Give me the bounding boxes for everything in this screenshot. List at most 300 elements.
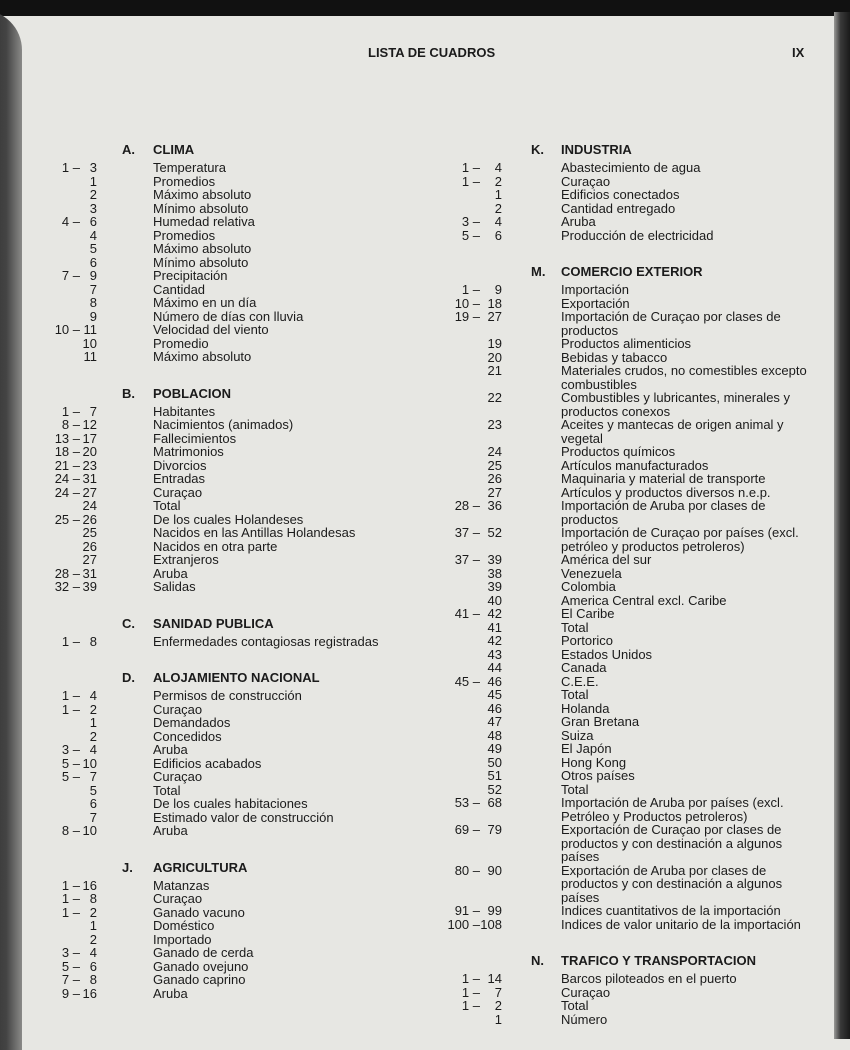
table-description: Importación de Curaçao por países (excl. petróleo y productos petroleros)	[561, 525, 799, 554]
table-range-start: 28 –	[454, 498, 480, 513]
table-number: 45	[487, 687, 502, 702]
table-description: Curaçao	[153, 769, 203, 784]
table-list-item	[430, 188, 820, 202]
section-letter: J.	[122, 859, 133, 875]
table-number: 26	[487, 471, 502, 486]
table-number: 4	[494, 160, 502, 175]
table-number: 26	[82, 511, 97, 527]
table-number: 2	[494, 998, 502, 1013]
table-description: Nacimientos (animados)	[153, 417, 294, 432]
table-list-item	[40, 906, 435, 920]
table-number: 24	[82, 498, 97, 513]
table-description: Número	[561, 1011, 608, 1027]
table-number: 25	[82, 525, 97, 540]
table-description: Promedios	[153, 173, 216, 189]
table-description: Curaçao	[561, 984, 611, 1000]
table-description: De los cuales Holandeses	[153, 511, 304, 527]
table-number: 23	[487, 417, 502, 432]
scan-right-edge	[834, 12, 850, 1039]
table-list-item	[40, 987, 435, 1001]
table-list-item	[40, 784, 435, 798]
table-list-item	[430, 986, 820, 1000]
table-list-item	[40, 689, 435, 703]
table-list-item	[430, 297, 820, 311]
table-description: Máximo absoluto	[153, 349, 252, 364]
table-list-item	[430, 621, 820, 635]
table-list-item	[430, 472, 820, 486]
section-letter: N.	[531, 953, 544, 968]
table-list-item	[430, 648, 820, 662]
table-range-start: 10 –	[54, 322, 80, 337]
table-description: Edificios acabados	[153, 755, 262, 771]
section-letter: B.	[122, 385, 135, 401]
table-description: Estimado valor de construcción	[153, 809, 334, 825]
table-description: Mínimo absoluto	[153, 200, 249, 216]
table-description: Matanzas	[153, 877, 210, 893]
table-number: 10	[82, 823, 97, 838]
table-description: Nacidos en las Antillas Holandesas	[153, 525, 356, 540]
table-range-start: 3 –	[61, 945, 80, 960]
table-number: 31	[82, 471, 97, 486]
table-range-start: 10 –	[454, 295, 480, 311]
table-description: Materiales crudos, no comestibles excepto combustibles	[561, 363, 807, 392]
table-number: 36	[487, 498, 502, 513]
table-description: Abastecimiento de agua	[561, 160, 701, 175]
table-list-item	[430, 161, 820, 175]
table-description: Promedio	[153, 335, 209, 351]
table-range-start: 1 –	[461, 173, 480, 189]
table-number: 42	[487, 606, 502, 621]
table-list-item	[40, 256, 435, 270]
table-list-item	[430, 580, 820, 594]
section-title: TRAFICO Y TRANSPORTACION	[561, 953, 757, 968]
table-number: 31	[82, 565, 97, 581]
table-list-item	[40, 946, 435, 960]
table-number: 39	[82, 579, 97, 594]
table-description: C.E.E.	[561, 673, 599, 689]
table-description: Extranjeros	[153, 552, 219, 567]
table-number: 46	[487, 700, 502, 716]
table-number: 9	[494, 282, 502, 297]
table-description: Colombia	[561, 579, 616, 594]
table-list-item	[430, 553, 820, 567]
table-description: Nacidos en otra parte	[153, 538, 278, 554]
table-list-item	[40, 892, 435, 906]
table-number: 6	[89, 254, 97, 270]
table-number: 49	[487, 741, 502, 756]
table-list-item	[430, 445, 820, 459]
table-list-item	[40, 405, 435, 419]
table-description: América del sur	[561, 552, 652, 567]
table-description: Total	[153, 498, 181, 513]
table-range-start: 1 –	[61, 877, 80, 893]
table-range-start: 1 –	[61, 891, 80, 906]
table-number: 2	[89, 931, 97, 947]
table-number: 16	[82, 985, 97, 1001]
table-list-item	[430, 337, 820, 351]
table-range-start: 25 –	[54, 511, 80, 527]
table-number: 10	[82, 335, 97, 351]
section-heading	[40, 616, 435, 635]
table-number: 20	[82, 444, 97, 459]
table-description: Ganado ovejuno	[153, 958, 249, 974]
table-number: 5	[89, 782, 97, 798]
page-title: LISTA DE CUADROS	[368, 45, 496, 60]
table-description: Divorcios	[153, 457, 207, 473]
table-list-item	[40, 296, 435, 310]
section-title: ALOJAMIENTO NACIONAL	[153, 670, 320, 685]
table-list-item	[40, 757, 435, 771]
table-list-item	[40, 973, 435, 987]
table-description: Total	[561, 781, 589, 797]
section-title: COMERCIO EXTERIOR	[561, 264, 703, 279]
table-list-item	[40, 526, 435, 540]
table-number: 2	[89, 728, 97, 744]
table-list-item	[40, 879, 435, 893]
table-number: 1	[89, 715, 97, 730]
table-number: 7	[89, 281, 97, 297]
table-number: 1	[494, 187, 502, 202]
table-list-item	[40, 215, 435, 229]
table-number: 11	[83, 322, 97, 337]
table-number: 6	[89, 796, 97, 811]
table-description: Curaçao	[153, 891, 203, 906]
table-description: Indices de valor unitario de la importación	[561, 916, 801, 932]
table-description: Humedad relativa	[153, 214, 255, 229]
table-number: 42	[487, 633, 502, 648]
section-heading	[430, 264, 820, 283]
table-number: 2	[89, 187, 97, 202]
right-column	[430, 142, 820, 1026]
table-description: Maquinaria y material de transporte	[561, 471, 766, 486]
table-section	[40, 616, 435, 649]
table-range-start: 1 –	[61, 633, 80, 649]
table-description: Entradas	[153, 471, 206, 486]
table-number: 99	[487, 903, 502, 918]
table-range-start: 1 –	[61, 688, 80, 703]
table-number: 2	[494, 173, 502, 189]
table-range-start: 5 –	[461, 227, 480, 243]
table-list-item	[430, 310, 820, 337]
table-description: Número de días con lluvia	[153, 308, 304, 324]
table-description: Exportación de Curaçao por clases de productos y con destinación a algunos países	[561, 822, 783, 864]
table-description: Total	[153, 782, 181, 798]
table-range-start: 37 –	[454, 525, 480, 540]
table-list-item	[430, 972, 820, 986]
table-description: Exportación de Aruba por clases de productos y con destinación a algunos países	[561, 862, 783, 905]
table-list-item	[40, 445, 435, 459]
table-range-start: 5 –	[61, 755, 80, 771]
section-heading	[430, 953, 820, 972]
table-number: 26	[82, 538, 97, 554]
page-number: IX	[792, 45, 805, 60]
table-range-start: 45 –	[454, 673, 480, 689]
table-number: 14	[487, 971, 502, 986]
table-list-item	[40, 703, 435, 717]
table-description: Importado	[153, 931, 212, 947]
table-range-start: 3 –	[61, 742, 80, 757]
table-description: Productos alimenticios	[561, 336, 692, 351]
table-number: 44	[487, 660, 502, 675]
section-letter: A.	[122, 142, 135, 157]
table-range-start: 19 –	[454, 309, 480, 324]
table-number: 8	[89, 972, 97, 987]
section-title: POBLACION	[153, 385, 231, 401]
table-list-item	[40, 811, 435, 825]
table-list-item	[430, 904, 820, 918]
table-number: 47	[487, 714, 502, 729]
table-description: Total	[561, 687, 589, 702]
table-range-start: 18 –	[54, 444, 80, 459]
table-section	[40, 860, 435, 1001]
table-description: Gran Bretana	[561, 714, 640, 729]
table-number: 27	[82, 484, 97, 500]
table-list-item	[40, 337, 435, 351]
table-number: 17	[82, 430, 97, 446]
section-heading	[40, 860, 435, 879]
table-description: Concedidos	[153, 728, 222, 744]
table-range-start: 24 –	[54, 471, 80, 486]
table-number: 7	[89, 403, 97, 419]
table-description: Ganado de cerda	[153, 945, 254, 960]
table-description: Mínimo absoluto	[153, 254, 249, 270]
table-list-item	[430, 526, 820, 553]
table-range-start: 9 –	[61, 985, 80, 1001]
table-description: Cantidad	[153, 281, 206, 297]
table-number: 2	[494, 200, 502, 216]
table-section	[40, 670, 435, 838]
table-list-item	[430, 769, 820, 783]
table-number: 51	[487, 768, 502, 783]
table-range-start: 1 –	[461, 998, 480, 1013]
table-number: 27	[82, 552, 97, 567]
table-list-item	[430, 459, 820, 473]
section-letter: C.	[122, 615, 135, 631]
table-number: 7	[494, 984, 502, 1000]
table-list-item	[40, 269, 435, 283]
table-description: Aceites y mantecas de origen animal y vegetal	[561, 417, 784, 446]
table-range-start: 21 –	[54, 457, 80, 473]
table-description: Promedios	[153, 227, 216, 243]
table-number: 52	[487, 525, 502, 540]
table-list-item	[430, 567, 820, 581]
table-number: 2	[89, 701, 97, 717]
table-number: 52	[487, 781, 502, 797]
table-number: 23	[82, 457, 97, 473]
table-list-item	[430, 702, 820, 716]
table-range-start: 8 –	[61, 823, 80, 838]
table-list-item	[430, 499, 820, 526]
table-description: Aruba	[153, 742, 188, 757]
table-range-start: 100 –	[447, 916, 480, 932]
table-description: Total	[561, 998, 589, 1013]
table-description: Productos químicos	[561, 444, 676, 459]
table-description: Otros países	[561, 768, 635, 783]
table-list-item	[430, 661, 820, 675]
table-range-start: 1 –	[61, 403, 80, 419]
table-description: Precipitación	[153, 268, 228, 283]
table-number: 4	[89, 688, 97, 703]
table-description: Máximo en un día	[153, 295, 257, 310]
table-range-start: 28 –	[54, 565, 80, 581]
table-number: 68	[487, 795, 502, 810]
table-section	[430, 953, 820, 1026]
table-list-item	[40, 432, 435, 446]
table-list-item	[40, 919, 435, 933]
section-letter: D.	[122, 670, 135, 685]
section-heading	[40, 142, 435, 161]
table-list-item	[430, 783, 820, 797]
table-description: Hong Kong	[561, 754, 627, 770]
table-list-item	[430, 364, 820, 391]
table-description: Barcos piloteados en el puerto	[561, 971, 737, 986]
table-description: Velocidad del viento	[153, 322, 269, 337]
table-description: Habitantes	[153, 403, 216, 419]
table-description: Producción de electricidad	[561, 227, 714, 243]
table-description: Salidas	[153, 579, 196, 594]
table-list-item	[430, 796, 820, 823]
table-number: 8	[89, 633, 97, 649]
table-list-item	[430, 729, 820, 743]
table-range-start: 1 –	[61, 160, 80, 175]
table-list-item	[430, 229, 820, 243]
table-number: 27	[487, 309, 502, 324]
table-description: Importación de Curaçao por clases de productos	[561, 309, 781, 338]
table-range-start: 1 –	[461, 160, 480, 175]
table-description: Canada	[561, 660, 607, 675]
section-title: AGRICULTURA	[153, 859, 248, 875]
table-list-item	[430, 999, 820, 1013]
table-list-item	[40, 553, 435, 567]
table-number: 5	[89, 241, 97, 256]
table-number: 3	[89, 160, 97, 175]
table-description: El Caribe	[561, 606, 615, 621]
table-description: Suiza	[561, 727, 594, 743]
table-list-item	[40, 242, 435, 256]
table-list-item	[40, 459, 435, 473]
table-description: Estados Unidos	[561, 646, 653, 662]
table-range-start: 4 –	[61, 214, 80, 229]
table-number: 6	[89, 958, 97, 974]
table-description: Curaçao	[153, 484, 203, 500]
table-list-item	[430, 351, 820, 365]
table-number: 24	[487, 444, 502, 459]
table-number: 4	[89, 742, 97, 757]
table-list-item	[40, 323, 435, 337]
table-list-item	[40, 310, 435, 324]
table-number: 1	[89, 918, 97, 933]
table-description: Matrimonios	[153, 444, 224, 459]
section-title: SANIDAD PUBLICA	[153, 615, 274, 631]
table-description: Aruba	[153, 985, 188, 1001]
table-range-start: 5 –	[61, 958, 80, 974]
table-number: 7	[89, 809, 97, 825]
table-list-item	[40, 202, 435, 216]
table-description: Permisos de construcción	[153, 688, 302, 703]
table-description: Cantidad entregado	[561, 200, 676, 216]
table-number: 43	[487, 646, 502, 662]
table-number: 46	[487, 673, 502, 689]
table-description: Temperatura	[153, 160, 226, 175]
table-range-start: 7 –	[61, 268, 80, 283]
table-number: 19	[487, 336, 502, 351]
table-list-item	[40, 933, 435, 947]
book-binding-edge	[0, 10, 22, 1050]
table-number: 12	[82, 417, 97, 432]
table-number: 4	[89, 945, 97, 960]
table-range-start: 5 –	[61, 769, 80, 784]
table-list-item	[40, 418, 435, 432]
table-description: Portorico	[561, 633, 614, 648]
table-number: 39	[487, 579, 502, 594]
section-heading	[40, 386, 435, 405]
section-letter: K.	[531, 142, 544, 157]
table-range-start: 7 –	[61, 972, 80, 987]
table-number: 4	[494, 214, 502, 229]
table-list-item	[430, 283, 820, 297]
table-number: 2	[89, 904, 97, 920]
table-description: Edificios conectados	[561, 187, 680, 202]
table-number: 4	[89, 227, 97, 243]
table-range-start: 8 –	[61, 417, 80, 432]
table-number: 48	[487, 727, 502, 743]
table-list-item	[430, 823, 820, 864]
table-list-item	[430, 756, 820, 770]
table-description: Enfermedades contagiosas registradas	[153, 633, 379, 649]
table-list-item	[40, 499, 435, 513]
table-number: 21	[487, 363, 502, 378]
table-list-item	[40, 350, 435, 364]
table-number: 27	[487, 484, 502, 500]
table-description: Aruba	[561, 214, 596, 229]
table-range-start: 91 –	[454, 903, 480, 918]
table-range-start: 1 –	[461, 971, 480, 986]
table-list-item	[430, 607, 820, 621]
table-description: Importación de Aruba por clases de productos	[561, 498, 766, 527]
table-list-item	[40, 486, 435, 500]
table-list-item	[430, 688, 820, 702]
table-list-item	[430, 391, 820, 418]
table-list-item	[40, 472, 435, 486]
table-range-start: 80 –	[454, 862, 480, 878]
table-number: 9	[89, 308, 97, 324]
table-number: 16	[82, 877, 97, 893]
table-number: 1	[494, 1011, 502, 1027]
table-list-item	[40, 513, 435, 527]
table-range-start: 3 –	[461, 214, 480, 229]
table-description: Aruba	[153, 565, 188, 581]
table-range-start: 1 –	[61, 904, 80, 920]
table-number: 8	[89, 891, 97, 906]
table-description: Artículos manufacturados	[561, 457, 709, 473]
table-range-start: 37 –	[454, 552, 480, 567]
table-list-item	[430, 1013, 820, 1027]
table-number: 38	[487, 565, 502, 581]
table-description: Total	[561, 619, 589, 635]
table-list-item	[430, 675, 820, 689]
table-description: Curaçao	[561, 173, 611, 189]
table-list-item	[40, 730, 435, 744]
table-list-item	[430, 864, 820, 905]
table-number: 39	[487, 552, 502, 567]
table-number: 90	[487, 862, 502, 878]
table-description: Curaçao	[153, 701, 203, 717]
table-number: 6	[494, 227, 502, 243]
table-list-item	[430, 918, 820, 932]
table-description: Ganado caprino	[153, 972, 246, 987]
table-range-start: 69 –	[454, 822, 480, 837]
table-list-item	[40, 797, 435, 811]
